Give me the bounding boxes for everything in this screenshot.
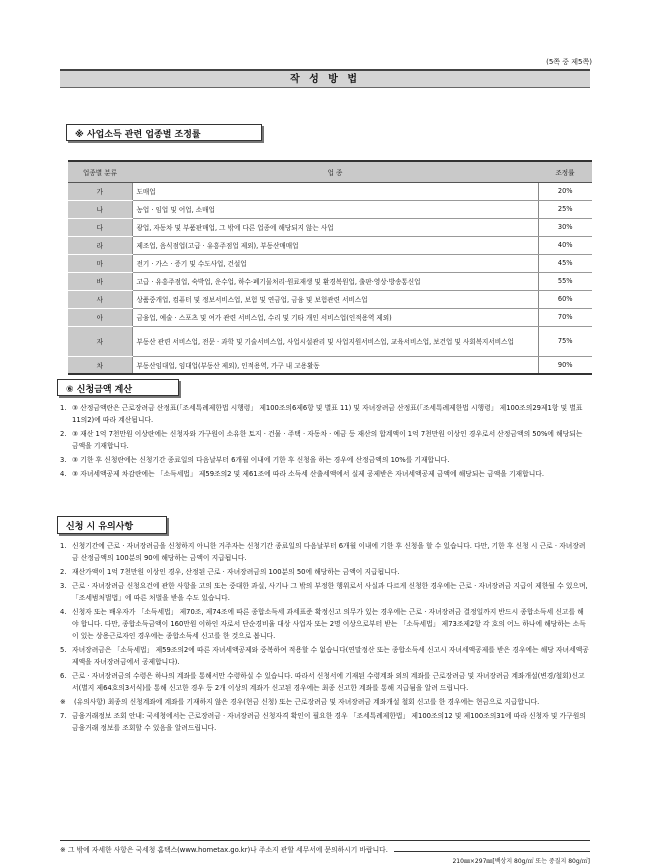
- rate-cell: 20%: [538, 182, 592, 200]
- item-text: ③ 산정금액란은 근로장려금 산정표(「조세특례제한법 시행령」 제100조의6제6항 및 별표 11) 및 자녀장려금 산정표(「조세특례제한법 시행령」 제100조의29제1항 및 별표 11의2)에 따라 계산됩니다.: [72, 404, 583, 424]
- category-cell: 나: [68, 200, 132, 218]
- table-row: [68, 254, 592, 272]
- list-item: [60, 468, 590, 480]
- item-number: 5.: [60, 646, 67, 654]
- rate-cell: 25%: [538, 200, 592, 218]
- industry-cell: 도매업: [132, 182, 538, 200]
- table-row: [68, 200, 592, 218]
- item-text: 자녀장려금은 「소득세법」 제59조의2에 따른 자녀세액공제와 중복하여 적용할 수 없습니다(연말정산 또는 종합소득세 신고시 자녀세액공제를 받은 경우에는 해당 자녀세액공제액을 자녀장려금에서 공제합니다).: [72, 646, 589, 666]
- item-text: ③ 자녀세액공제 차감란에는 「소득세법」 제59조의2 및 제61조에 따라 소득세 산출세액에서 실제 공제받은 자녀세액공제 금액에 해당되는 금액을 기재합니다.: [72, 470, 544, 478]
- table-header-row: [68, 161, 592, 182]
- note-mark: ※: [60, 698, 66, 706]
- list-item: [60, 606, 590, 642]
- industry-cell: 제조업, 음식점업(고급 · 유흥주점업 제외), 부동산매매업: [132, 236, 538, 254]
- category-cell: 다: [68, 218, 132, 236]
- notes-section: [60, 540, 590, 736]
- item-number: 1.: [60, 404, 67, 412]
- industry-cell: 부동산임대업, 임대업(부동산 제외), 인적용역, 가구 내 고용활동: [132, 356, 538, 374]
- industry-heading: ※ 사업소득 관련 업종별 조정률: [66, 124, 262, 141]
- page-number: (5쪽 중 제5쪽): [546, 58, 592, 66]
- industry-cell: 전기 · 가스 · 증기 및 수도사업, 건설업: [132, 254, 538, 272]
- amount-calc-heading: ⑥ 신청금액 계산: [57, 379, 179, 396]
- industry-cell: 부동산 관련 서비스업, 전문 · 과학 및 기술서비스업, 사업시설관리 및 사업지원서비스업, 교육서비스업, 보건업 및 사회복지서비스업: [132, 326, 538, 356]
- rate-cell: 40%: [538, 236, 592, 254]
- item-text: 재산가액이 1억 7천만원 이상인 경우, 산정된 근로 · 자녀장려금의 100분의 50에 해당하는 금액이 지급됩니다.: [72, 568, 400, 576]
- item-number: 7.: [60, 712, 67, 720]
- category-cell: 마: [68, 254, 132, 272]
- rate-cell: 70%: [538, 308, 592, 326]
- category-cell: 아: [68, 308, 132, 326]
- table-row: [68, 308, 592, 326]
- table-row: [68, 356, 592, 374]
- industry-cell: 고급 · 유흥주점업, 숙박업, 운수업, 하수·폐기물처리·원료재생 및 환경복원업, 출판·영상·방송통신업: [132, 272, 538, 290]
- industry-rate-table: [68, 160, 592, 375]
- item-text: 신청기간에 근로 · 자녀장려금을 신청하지 아니한 거주자는 신청기간 종료일의 다음날부터 6개월 이내에 기한 후 신청을 할 수 있습니다. 다만, 기한 후 신청 시 근로 · 자녀장려금 산정금액의 100분의 90에 해당하는 금액이 지급됩니다.: [72, 542, 586, 562]
- item-number: 2.: [60, 430, 67, 438]
- list-item: [60, 566, 590, 578]
- list-item: [60, 540, 590, 564]
- footer-note: ※ 그 밖에 자세한 사항은 국세청 홈택스(www.hometax.go.kr)나 주소지 관할 세무서에 문의하시기 바랍니다.: [60, 840, 590, 854]
- item-number: 6.: [60, 672, 67, 680]
- paper-spec: 210㎜×297㎜[백상지 80g/㎡ 또는 중질지 80g/㎡]: [452, 858, 590, 865]
- item-number: 4.: [60, 470, 67, 478]
- category-cell: 차: [68, 356, 132, 374]
- category-cell: 라: [68, 236, 132, 254]
- item-text: 신청자 또는 배우자가 「소득세법」 제70조, 제74조에 따른 종합소득세 과세표준 확정신고 의무가 있는 경우에는 근로 · 자녀장려금 결정일까지 반드시 종합소득세 신고를 해야 합니다. 다만, 종합소득금액이 160만원 이하인 자로서 단순경비율 대상 사업자 또는 2명 이상으로부터 받는 「소득세법」 제73조제2항 각 호의 어느 하나에 해당하는 소득이 있는 상용근로자인 경우에는 종합소득세 신고를 한 것으로 봅니다.: [72, 608, 586, 640]
- page-title: 작 성 방 법: [60, 69, 590, 88]
- industry-cell: 금융업, 예술 · 스포츠 및 여가 관련 서비스업, 수리 및 기타 개인 서비스업(인적용역 제외): [132, 308, 538, 326]
- col-header-rate: 조정률: [538, 161, 592, 182]
- list-item: [60, 710, 590, 734]
- industry-cell: 상품중개업, 컴퓨터 및 정보서비스업, 보험 및 연금업, 금융 및 보험관련 서비스업: [132, 290, 538, 308]
- rate-cell: 75%: [538, 326, 592, 356]
- table-row: [68, 326, 592, 356]
- category-cell: 사: [68, 290, 132, 308]
- item-number: 3.: [60, 456, 67, 464]
- item-text: ③ 기한 후 신청란에는 신청기간 종료일의 다음날부터 6개월 이내에 기한 후 신청을 하는 경우에 산정금액의 10%를 기재합니다.: [72, 456, 450, 464]
- industry-cell: 농업 · 임업 및 어업, 소매업: [132, 200, 538, 218]
- divider: [394, 851, 590, 852]
- list-item: [60, 580, 590, 604]
- col-header-industry: 업 종: [132, 161, 538, 182]
- list-item: [60, 402, 590, 426]
- list-item: [60, 670, 590, 694]
- item-text: 근로 · 자녀장려금 신청요건에 관한 사항을 고의 또는 중대한 과실, 사기나 그 밖의 부정한 행위로서 사실과 다르게 신청한 경우에는 근로 · 자녀장려금 지급이 제한될 수 있으며, 「조세범처벌법」에 따른 처벌을 받을 수도 있습니다.: [72, 582, 588, 602]
- category-cell: 자: [68, 326, 132, 356]
- table-row: [68, 182, 592, 200]
- rate-cell: 30%: [538, 218, 592, 236]
- table-row: [68, 218, 592, 236]
- note-item: [60, 696, 590, 708]
- list-item: [60, 454, 590, 466]
- item-number: 3.: [60, 582, 67, 590]
- rate-cell: 90%: [538, 356, 592, 374]
- category-cell: 바: [68, 272, 132, 290]
- rate-cell: 60%: [538, 290, 592, 308]
- table-row: [68, 290, 592, 308]
- item-number: 2.: [60, 568, 67, 576]
- table-row: [68, 236, 592, 254]
- item-text: 근로 · 자녀장려금의 수령은 하나의 계좌를 통해서만 수령하실 수 있습니다. 따라서 신청서에 기재된 수령계좌 외의 계좌를 근로장려금 및 자녀장려금 계좌개설(변경/철회)신고서(별지 제64호의3서식)를 통해 신고한 경우 등 2개 이상의 계좌가 신고된 경우에는 최종 신고한 계좌를 통해 지급됨을 알려 드립니다.: [72, 672, 585, 692]
- table-row: [68, 272, 592, 290]
- rate-cell: 55%: [538, 272, 592, 290]
- list-item: [60, 428, 590, 452]
- item-text: 금융거래정보 조회 안내: 국세청에서는 근로장려금 · 자녀장려금 신청자격 확인이 필요한 경우 「조세특례제한법」 제100조의12 및 제100조의31에 따라 신청자 및 가구원의 금융거래 정보를 조회할 수 있음을 알려드립니다.: [72, 712, 586, 732]
- rate-cell: 45%: [538, 254, 592, 272]
- industry-cell: 광업, 자동차 및 부품판매업, 그 밖에 다른 업종에 해당되지 않는 사업: [132, 218, 538, 236]
- category-cell: 가: [68, 182, 132, 200]
- item-number: 4.: [60, 608, 67, 616]
- list-item: [60, 644, 590, 668]
- item-text: ③ 재산 1억 7천만원 이상란에는 신청자와 가구원이 소유한 토지 · 건물 · 주택 · 자동차 · 예금 등 재산의 합계액이 1억 7천만원 이상인 경우로서 산정금액의 50%에 해당되는 금액을 기재합니다.: [72, 430, 583, 450]
- note-text: (유의사항) 최종의 신청계좌에 계좌를 기재하지 않은 경우(현금 신청) 또는 근로장려금 및 자녀장려금 계좌개설 철회 신고를 한 경우에는 현금으로 지급합니다.: [74, 698, 540, 706]
- notes-heading: 신청 시 유의사항: [57, 516, 167, 534]
- col-header-category: 업종별 분류: [68, 161, 132, 182]
- item-number: 1.: [60, 542, 67, 550]
- amount-calc-section: [60, 402, 590, 482]
